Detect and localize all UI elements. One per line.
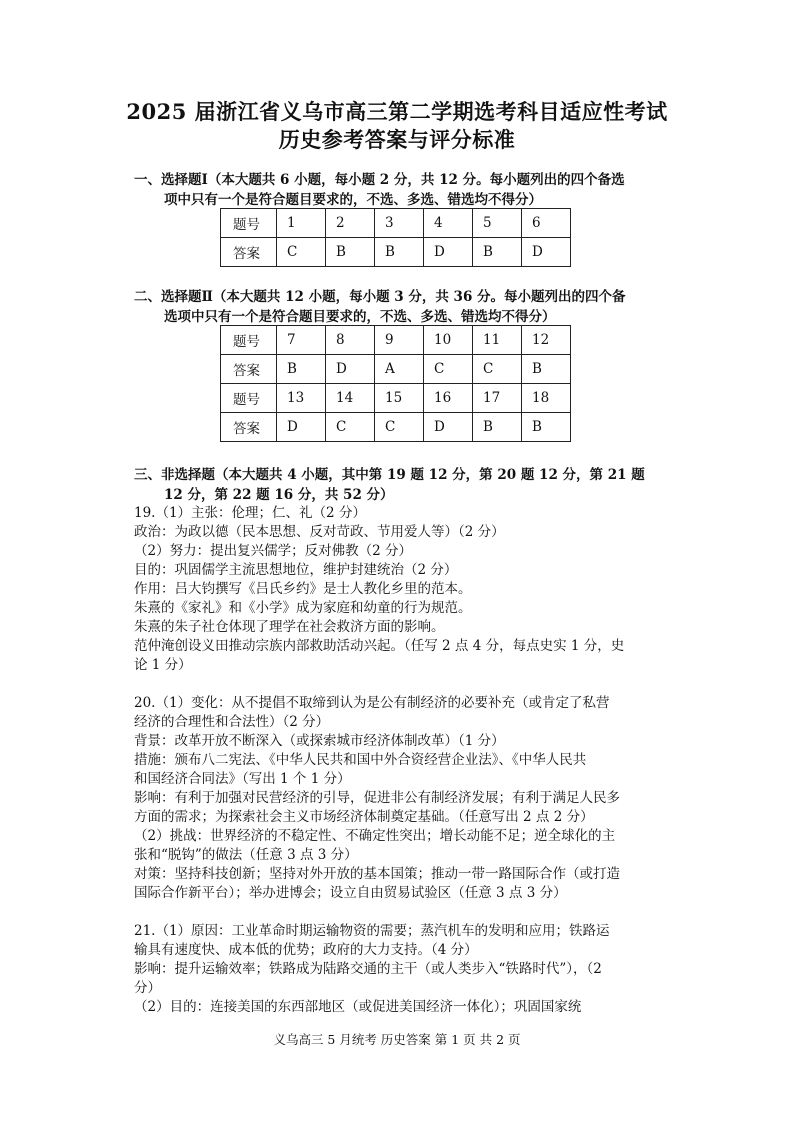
- text-line: 朱熹的朱子社仓体现了理学在社会救济方面的影响。: [134, 619, 445, 635]
- text-line: 21.（1）原因：工业革命时期运输物资的需要；蒸汽机车的发明和应用；铁路运: [134, 923, 610, 939]
- text-line: 背景：改革开放不断深入（或探索城市经济体制改革）（1 分）: [134, 733, 505, 749]
- text-line: （2）努力：提出复兴儒学；反对佛教（2 分）: [134, 543, 412, 559]
- question-number: 8: [326, 326, 375, 355]
- table-row: [221, 384, 571, 413]
- section-1-heading-line1: 一、选择题Ⅰ（本大题共 6 小题，每小题 2 分，共 12 分。每小题列出的四个备选: [134, 172, 625, 188]
- question-20-block: [134, 694, 676, 903]
- section-3-heading-line1: 三、非选择题（本大题共 4 小题，其中第 19 题 12 分，第 20 题 12 分，第 21 题: [134, 467, 645, 483]
- question-number: 13: [277, 384, 326, 413]
- answer-cell: B: [473, 238, 522, 267]
- answer-cell: C: [375, 413, 424, 442]
- text-line: 影响：提升运输效率；铁路成为陆路交通的主干（或人类步入“铁路时代”），（2: [134, 961, 602, 977]
- text-line: 措施：颁布八二宪法、《中华人民共和国中外合资经营企业法》、《中华人民共: [134, 752, 587, 768]
- answer-cell: B: [473, 413, 522, 442]
- text-line: 论 1 分）: [134, 657, 192, 673]
- answer-cell: D: [522, 238, 571, 267]
- answer-cell: B: [522, 413, 571, 442]
- row-label: 题号: [221, 384, 277, 413]
- question-number: 7: [277, 326, 326, 355]
- text-line: 朱熹的《家礼》和《小学》成为家庭和幼童的行为规范。: [134, 600, 472, 616]
- text-line: 影响：有利于加强对民营经济的引导，促进非公有制经济发展；有利于满足人民多: [134, 790, 620, 806]
- text-line: （2）挑战：世界经济的不稳定性、不确定性突出；增长动能不足；逆全球化的主: [134, 828, 616, 844]
- text-line: 政治：为政以德（民本思想、反对苛政、节用爱人等）（2 分）: [134, 524, 505, 540]
- answers-body: [134, 504, 676, 1017]
- table-row: [221, 355, 571, 384]
- question-number: 1: [277, 209, 326, 238]
- row-label: 答案: [221, 355, 277, 384]
- answer-cell: D: [424, 238, 473, 267]
- question-number: 12: [522, 326, 571, 355]
- answer-cell: D: [424, 413, 473, 442]
- text-line: 输具有速度快、成本低的优势；政府的大力支持。（4 分）: [134, 942, 478, 958]
- text-line: 对策：坚持科技创新；坚持对外开放的基本国策；推动一带一路国际合作（或打造: [134, 866, 620, 882]
- question-number: 11: [473, 326, 522, 355]
- text-line: 范仲淹创设义田推动宗族内部救助活动兴起。（任写 2 点 4 分，每点史实 1 分，史: [134, 638, 625, 654]
- text-line: 作用：吕大钧撰写《吕氏乡约》是士人教化乡里的范本。: [134, 581, 472, 597]
- question-19-block: [134, 504, 676, 675]
- text-line: 张和“脱钩”的做法（任意 3 点 3 分）: [134, 847, 358, 863]
- table-row: [221, 413, 571, 442]
- answer-cell: A: [375, 355, 424, 384]
- question-number: 2: [326, 209, 375, 238]
- answer-cell: B: [277, 355, 326, 384]
- question-number: 9: [375, 326, 424, 355]
- section-2-heading-line1: 二、选择题Ⅱ（本大题共 12 小题，每小题 3 分，共 36 分。每小题列出的四个备: [134, 289, 626, 305]
- answer-cell: B: [522, 355, 571, 384]
- question-number: 10: [424, 326, 473, 355]
- answer-cell: D: [277, 413, 326, 442]
- answer-cell: B: [375, 238, 424, 267]
- question-number: 18: [522, 384, 571, 413]
- answer-cell: C: [326, 413, 375, 442]
- answer-table-1: [220, 208, 571, 267]
- question-number: 17: [473, 384, 522, 413]
- answer-cell: C: [473, 355, 522, 384]
- table-row: [221, 238, 571, 267]
- text-line: 方面的需求；为探索社会主义市场经济体制奠定基础。（任意写出 2 点 2 分）: [134, 809, 594, 825]
- answer-cell: C: [277, 238, 326, 267]
- table-row: [221, 326, 571, 355]
- text-line: 国际合作新平台）；举办进博会；设立自由贸易试验区（任意 3 点 3 分）: [134, 885, 567, 901]
- page-footer: 义乌高三 5 月统考 历史答案 第 1 页 共 2 页: [273, 1032, 521, 1047]
- row-label: 答案: [221, 238, 277, 267]
- answer-cell: C: [424, 355, 473, 384]
- text-line: 20.（1）变化：从不提倡不取缔到认为是公有制经济的必要补充（或肯定了私营: [134, 695, 610, 711]
- question-number: 5: [473, 209, 522, 238]
- question-number: 14: [326, 384, 375, 413]
- row-label: 题号: [221, 326, 277, 355]
- text-line: （2）目的：连接美国的东西部地区（或促进美国经济一体化）；巩固国家统: [134, 999, 582, 1015]
- text-line: 分）: [134, 980, 161, 996]
- question-number: 15: [375, 384, 424, 413]
- answer-table-2: [220, 325, 571, 442]
- section-3-heading-line2: 12 分，第 22 题 16 分，共 52 分）: [164, 487, 394, 503]
- question-number: 4: [424, 209, 473, 238]
- question-number: 6: [522, 209, 571, 238]
- question-number: 3: [375, 209, 424, 238]
- text-line: 目的：巩固儒学主流思想地位，维护封建统治（2 分）: [134, 562, 458, 578]
- text-line: 19.（1）主张：伦理；仁、礼（2 分）: [134, 505, 366, 521]
- question-21-block: [134, 922, 676, 1017]
- section-1-heading-line2: 项中只有一个是符合题目要求的，不选、多选、错选均不得分）: [164, 192, 542, 208]
- row-label: 题号: [221, 209, 277, 238]
- row-label: 答案: [221, 413, 277, 442]
- page-title: 2025 届浙江省义乌市高三第二学期选考科目适应性考试: [126, 99, 668, 124]
- question-number: 16: [424, 384, 473, 413]
- section-2-heading: [134, 287, 674, 327]
- answer-cell: D: [326, 355, 375, 384]
- section-2-heading-line2: 选项中只有一个是符合题目要求的，不选、多选、错选均不得分）: [164, 309, 556, 325]
- section-1-heading: [134, 170, 674, 210]
- section-3-heading: [134, 465, 674, 505]
- text-line: 和国经济合同法》（写出 1 个 1 分）: [134, 771, 351, 787]
- text-line: 经济的合理性和合法性）（2 分）: [134, 714, 330, 730]
- page-subtitle: 历史参考答案与评分标准: [278, 127, 516, 152]
- answer-cell: B: [326, 238, 375, 267]
- table-row: [221, 209, 571, 238]
